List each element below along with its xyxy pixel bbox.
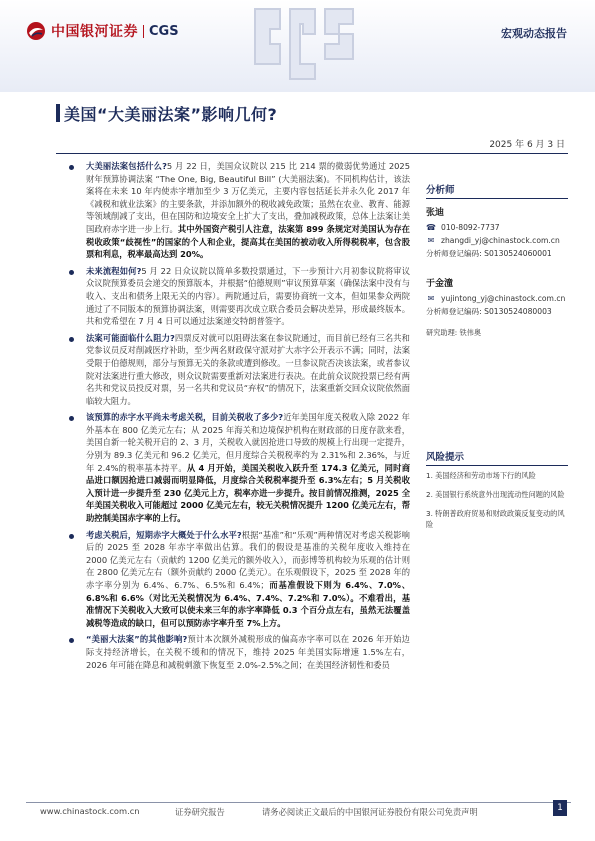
bullet-dot-icon (69, 638, 74, 643)
footer-category: 证券研究报告 (175, 807, 225, 817)
bullet-dot-icon (69, 270, 74, 275)
bullet-lead: 考虑关税后，短期赤字大概处于什么水平? (86, 529, 242, 540)
analyst-cert: 分析师登记编码: S0130524060001 (426, 249, 552, 258)
analyst-phone: 010-8092-7737 (441, 223, 500, 232)
bullet-body: 根据“基准”和“乐观”两种情况对考虑关税影响后的 2025 至 2028 年赤字率做出估算。我们的假设是基准的关税年度收入维持在 2000 亿美元左右（贡献约 1200 亿美元的额外收入），而彭博等机构较为乐观的估计则在 2800 亿美元左右（额外贡献约 2000 亿美元）。在乐观假设下，2025 至 2028 年的赤字率分别为 6.4%、6.7%、6.5%和 6.4%； (86, 529, 410, 590)
analyst-name: 于金潼 (426, 279, 454, 289)
bullet-text (86, 332, 410, 408)
bullet-body: 近年美国年度关税收入除 2022 年外基本在 800 亿美元左右；从 2025 年海关和边境保护机构在财政部的日度存款来看，美国自新一轮关税开启的 2、3 月，关税收入就因抢进口导致的规模上行出现一定提升，分别为 89.3 亿美元和 96.2 亿美元，但月度综合关税税率约为 2.31%和 2.36%，与近年 2.4%的税率基本持平。 (86, 412, 410, 473)
bullet-body: 预计本次额外减税形成的偏高赤字率可以在 2026 年开始边际支持经济增长，在关税不缓和的情况下，维持 2025 年美国实际增速 1.5%左右，2026 年可能在降息和减税刺激下恢复至 2.0%-2.5%之间；在美国经济韧性和委员 (86, 634, 410, 670)
risk-panel (426, 449, 568, 538)
logo-name: 中国银河证券 (51, 24, 138, 40)
bullet-text (86, 160, 410, 261)
analyst-email[interactable]: zhangdi_yj@chinastock.com.cn (441, 236, 560, 245)
email-icon: ✉ (427, 236, 435, 245)
analyst-phone-row (426, 221, 568, 234)
report-type: 宏观动态报告 (501, 27, 567, 40)
analyst-panel (426, 182, 568, 338)
bullet-item (64, 411, 410, 524)
analyst-heading: 分析师 (426, 182, 568, 199)
analyst-email[interactable]: yujintong_yj@chinastock.com.cn (441, 294, 566, 303)
page-number: 1 (553, 800, 567, 816)
risk-heading: 风险提示 (426, 449, 568, 466)
footer-disclaimer: 请务必阅读正文最后的中国银河证券股份有限公司免责声明 (262, 807, 478, 817)
bullet-item (64, 265, 410, 328)
title-divider (56, 153, 568, 154)
risk-item: 2. 美国银行系统意外出现流动性问题的风险 (426, 490, 565, 499)
bullet-emphasis: 从 4 月开始，美国关税收入跃升至 174.3 亿美元，同时商品进口额因抢进口减弱而明显降低，月度综合关税税率提升至 6.3%左右；5 月关税收入预计进一步提升至 230 亿美元上方，税率亦进一步提升。按目前情况推测，2025 全年美国关税收入可能超过 2000 亿美元左右，较无关税情况提升 1200 亿美元左右，帮助控制美国赤字率的上行。 (86, 462, 410, 524)
footer-divider (26, 802, 571, 803)
analyst-email-row (426, 292, 568, 305)
bullet-body: 5 月 22 日，美国众议院以 215 比 214 票的微弱优势通过 2025 财年预算协调法案 “The One, Big, Beautiful Bill” (大美丽法案)。不同机构估计，该法案将在未来 10 年内使赤字增加至少 3 万亿美元，主要内容包括延长并永久化 2017 年《减税和就业法案》的主要条款，并添加额外的税收减免政策；虽然在农业、教育、能源等领域削减了支出，但在国防和边境安全上扩大了支出，叠加减税政策，总体上法案让美国政府赤字进一步上行。 (86, 161, 410, 234)
bullet-item (64, 633, 410, 671)
analyst-cert: 分析师登记编码: S0130524080003 (426, 307, 552, 316)
header-decoration (250, 4, 360, 84)
bullet-body: 四票反对就可以阻碍法案在参议院通过，而目前已经有三名共和党参议员反对削减医疗补助，至少两名财政保守派对扩大赤字公开表示不满；同时，法案受限于伯德规则，部分与预算无关的条款或遭到修改。一旦参议院否决该法案，或者参议院对法案进行重大修改，则众议院需要重新对法案进行表决。在此前众议院投票已经有两名共和党议员投反对票，另一名共和党议员“弃权”的情况下，法案重新交回众议院依然面临较大阻力。 (86, 332, 410, 406)
footer-website[interactable]: www.chinastock.com.cn (40, 806, 140, 816)
bullet-text (86, 265, 410, 328)
title-accent-bar (56, 104, 60, 122)
email-icon: ✉ (427, 294, 435, 303)
logo-emblem-icon (26, 21, 46, 41)
bullet-item (64, 529, 410, 630)
bullet-text (86, 633, 410, 671)
analyst-email-row (426, 234, 568, 247)
company-logo (26, 20, 179, 42)
main-content (64, 160, 410, 795)
bullet-item (64, 160, 410, 261)
bullet-dot-icon (69, 534, 74, 539)
bullet-text (86, 411, 410, 524)
risk-item: 3. 特朗普政府贸易和财政政策反复变动的风险 (426, 509, 565, 529)
risk-item: 1. 美国经济和劳动市场下行的风险 (426, 471, 536, 480)
logo-cgs: CGS (149, 23, 179, 39)
bullet-body: 5 月 22 日众议院以简单多数投票通过，下一步预计六月初参议院将审议众议院预算委员会递交的预算版本，并根据“伯德规则”审议预算草案（确保法案中没有与收入、支出和债务上限无关的内容）。两院通过后，需要协商统一文本，但如果参众两院通过了不同版本的预算协调法案，则需要再次成立联合委员会解决差异，形成最终版本。共和党希望在 7 月 4 日可以通过法案递交特朗普签字。 (86, 265, 410, 327)
page-title: 美国“大美丽法案”影响几何? (64, 105, 278, 124)
bullet-dot-icon (69, 337, 74, 342)
bullet-emphasis: 而基准假设下则为 6.4%、7.0%、6.8%和 6.6%（对比无关税情况为 6.4%、7.4%、7.2%和 7.0%）。不难看出，基准情况下关税收入大致可以使未来三年的赤字率降低 0.3 个百分点左右，虽然无法覆盖减税等造成的缺口，但可以预防赤字率升至 7%上方。 (86, 580, 410, 628)
analyst-name: 张迪 (426, 208, 445, 218)
bullet-lead: 大美丽法案包括什么? (86, 161, 167, 171)
bullet-emphasis: 其中外国资产税引人注意，法案第 899 条规定对美国认为存在税收政策“歧视性”的国家的个人和企业，提高其在美国的被动收入所得税税率，包含股票和利息，税率最高达到 20%。 (86, 223, 410, 260)
bullet-item (64, 332, 410, 408)
bullet-dot-icon (69, 416, 74, 421)
logo-divider (143, 25, 144, 38)
bullet-lead: 未来流程如何? (86, 265, 142, 276)
phone-icon: ☎ (426, 223, 436, 232)
bullet-lead: 该预算的赤字水平尚未考虑关税，目前关税收了多少? (86, 412, 284, 423)
bullet-lead: 法案可能面临什么阻力? (86, 332, 175, 343)
bullet-dot-icon (69, 165, 74, 170)
bullet-lead: “美丽大法案”的其他影响? (86, 634, 188, 645)
bullet-text (86, 529, 410, 630)
report-date: 2025 年 6 月 3 日 (489, 140, 565, 150)
research-assistant: 研究助理: 铁伟奥 (426, 328, 482, 337)
